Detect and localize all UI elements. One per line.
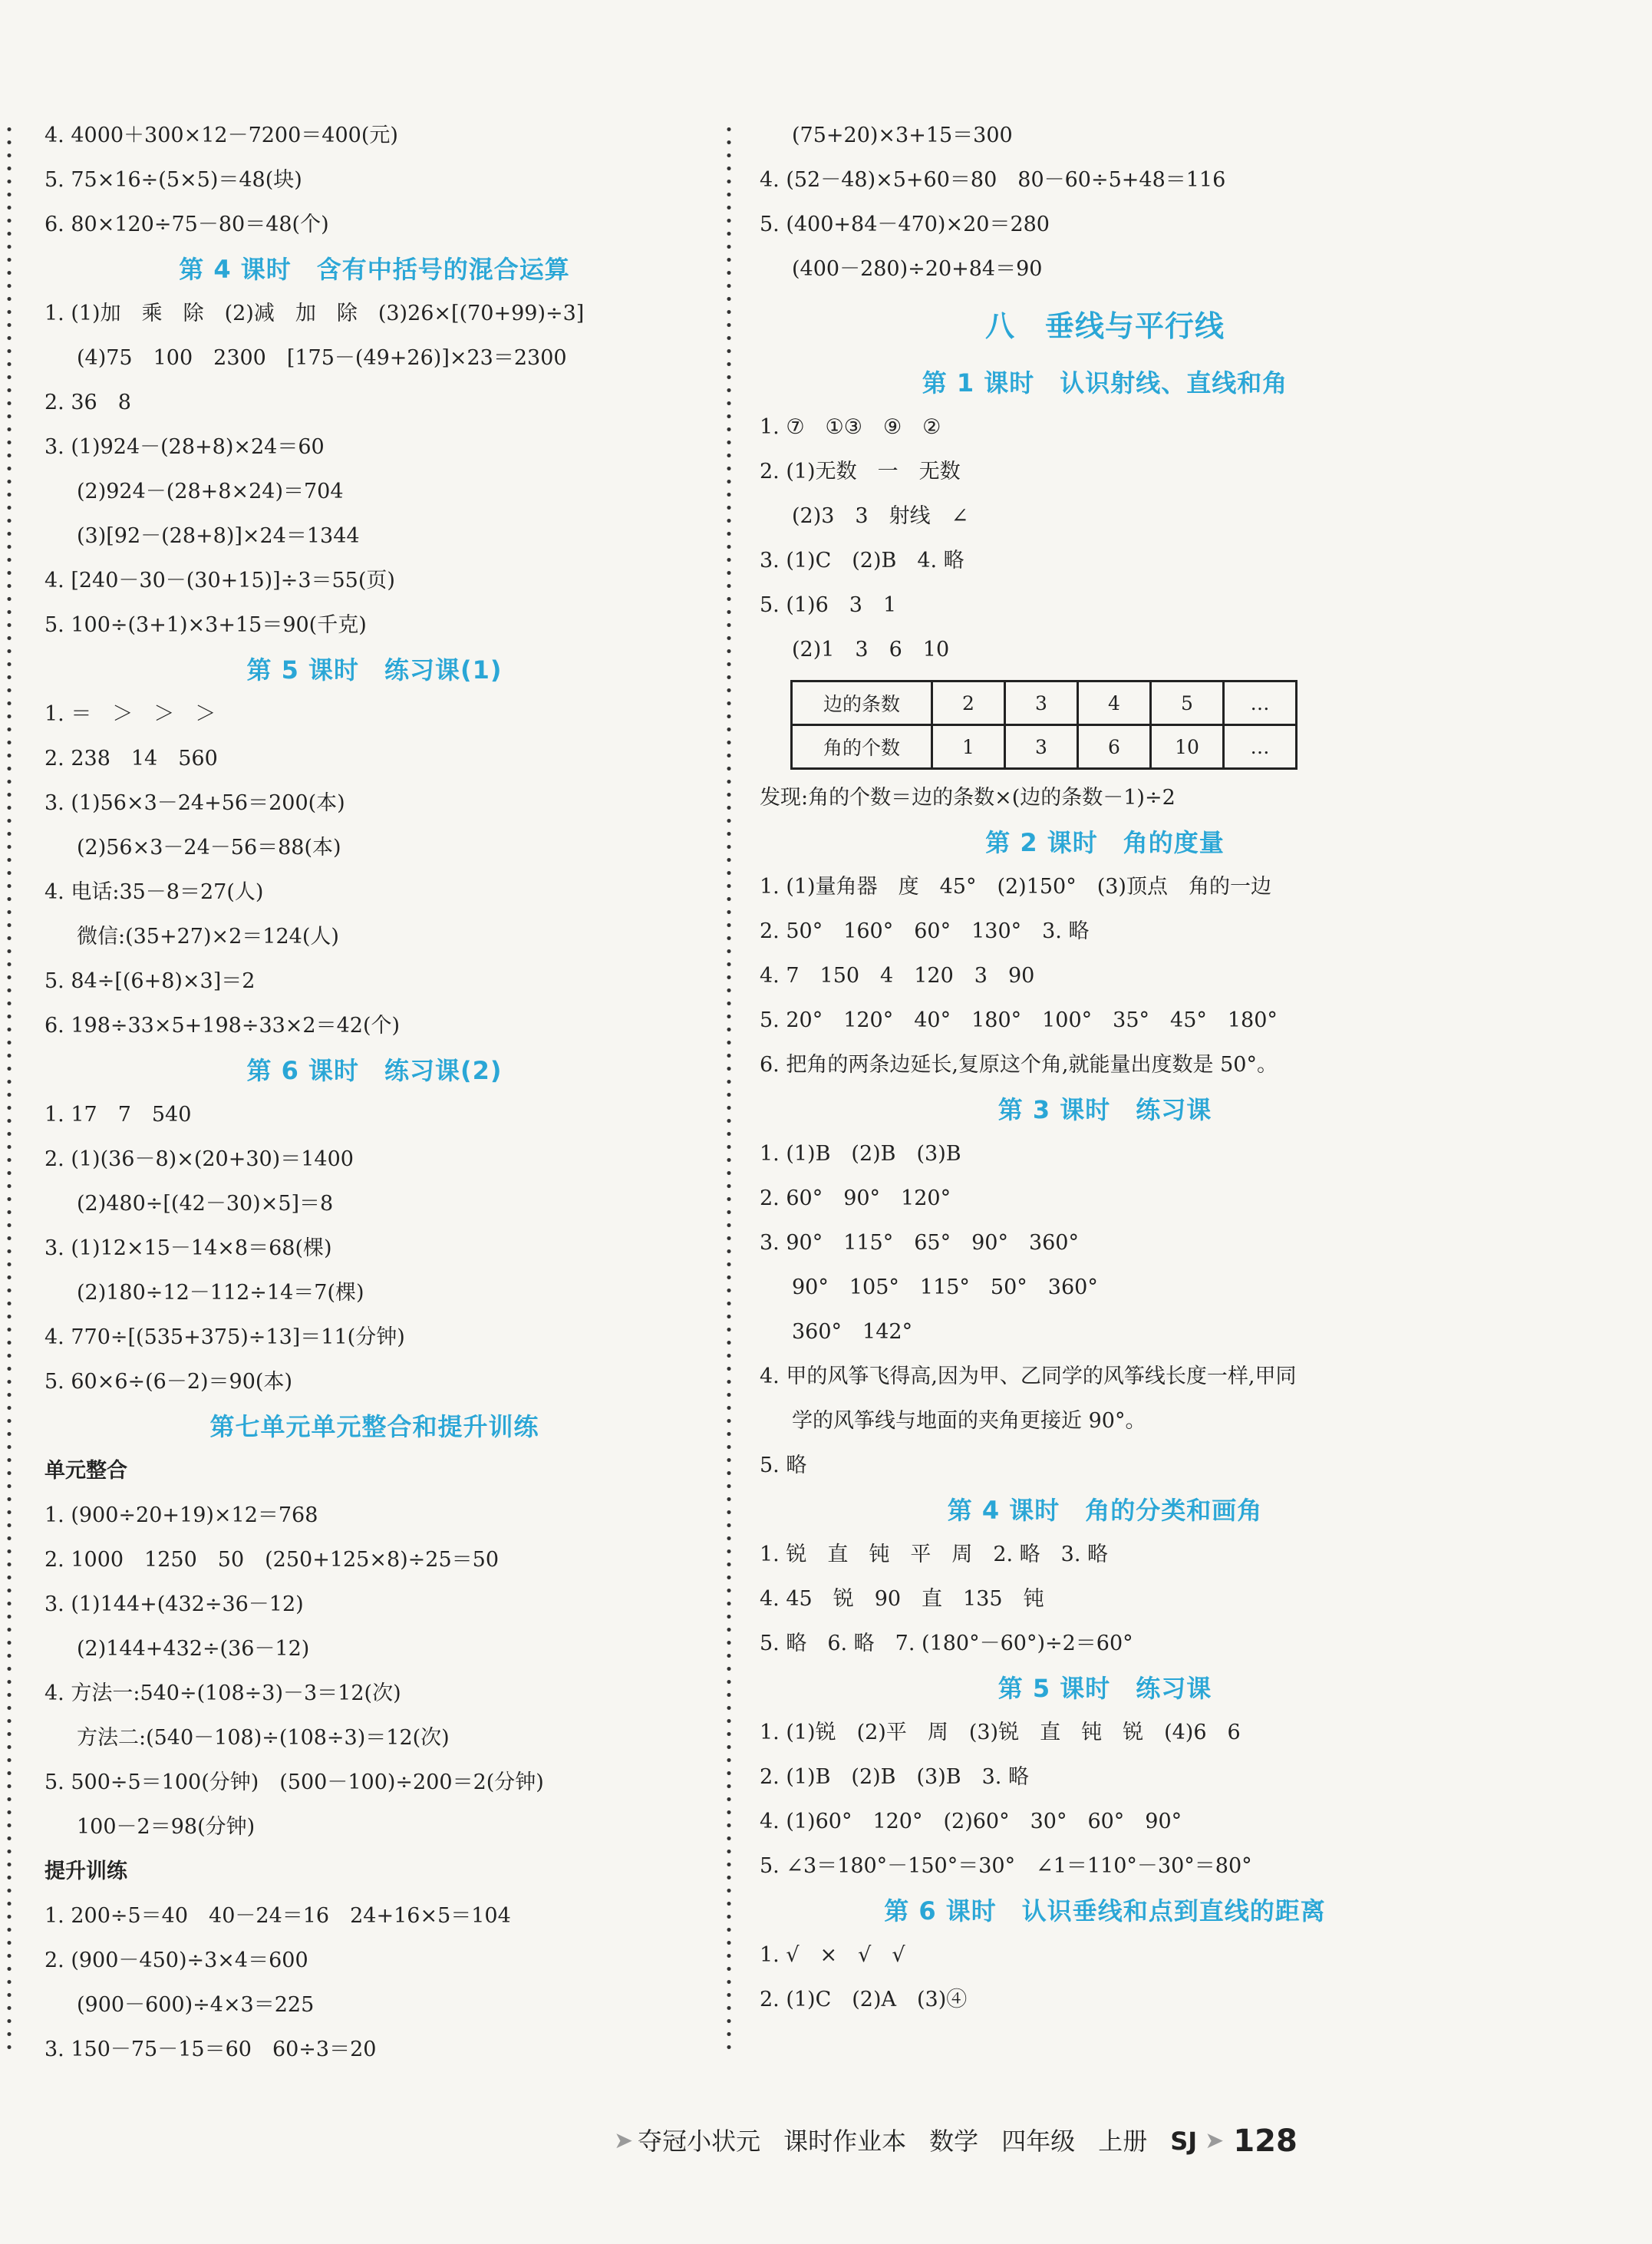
answer-line: 5. ∠3＝180°－150°＝30° ∠1＝110°－30°＝80° xyxy=(760,1854,1252,1878)
left-column xyxy=(45,114,704,2072)
answer-line: 3. 150－75－15＝60 60÷3＝20 xyxy=(45,2038,377,2061)
footer-edition: SJ xyxy=(1170,2127,1198,2156)
arrow-icon: ➤ xyxy=(1205,2127,1225,2154)
answer-line: 4. [240－30－(30+15)]÷3＝55(页) xyxy=(45,569,395,592)
answer-line: 1. 锐 直 钝 平 周 2. 略 3. 略 xyxy=(760,1543,1109,1566)
answer-line: 5. 84÷[(6+8)×3]＝2 xyxy=(45,969,256,993)
unit-heading: 八 垂线与平行线 xyxy=(984,309,1225,343)
center-binding-dots xyxy=(726,123,732,2057)
table-cell: … xyxy=(1224,725,1297,769)
answer-line: 2. 50° 160° 60° 130° 3. 略 xyxy=(760,919,1090,943)
answer-line: 2. (900－450)÷3×4＝600 xyxy=(45,1949,308,1972)
answer-line: 1. √ × √ √ xyxy=(760,1943,905,1967)
answer-line: 3. (1)56×3－24+56＝200(本) xyxy=(45,791,345,815)
lesson-heading: 第 5 课时 练习课(1) xyxy=(246,655,503,685)
answer-line: (3)[92－(28+8)]×24＝1344 xyxy=(77,524,360,548)
answer-line: 6. 198÷33×5+198÷33×2＝42(个) xyxy=(45,1014,401,1038)
answer-line: 方法二:(540－108)÷(108÷3)＝12(次) xyxy=(77,1726,450,1750)
footer-subject: 数学 xyxy=(929,2127,979,2156)
answer-line: (4)75 100 2300 [175－(49+26)]×23＝2300 xyxy=(77,346,567,370)
footer-volume: 上册 xyxy=(1098,2127,1148,2156)
lesson-heading: 第 4 课时 含有中括号的混合运算 xyxy=(179,255,570,284)
answer-line: 3. 90° 115° 65° 90° 360° xyxy=(760,1231,1079,1255)
table-cell: 6 xyxy=(1078,725,1151,769)
lesson-heading: 第 1 课时 认识射线、直线和角 xyxy=(922,368,1288,398)
answer-line: 360° 142° xyxy=(792,1320,913,1344)
answer-line: 5. 100÷(3+1)×3+15＝90(千克) xyxy=(45,613,367,637)
answer-line: 5. 略 xyxy=(760,1454,807,1477)
answer-line: 2. 36 8 xyxy=(45,391,131,414)
section-subheading: 提升训练 xyxy=(45,1860,127,1883)
answer-line: (2)3 3 射线 ∠ xyxy=(792,504,969,528)
answer-line: 2. (1)B (2)B (3)B 3. 略 xyxy=(760,1765,1029,1789)
answer-line: 2. 238 14 560 xyxy=(45,747,218,771)
answer-line: 5. 75×16÷(5×5)＝48(块) xyxy=(45,168,302,192)
lesson-heading: 第 5 课时 练习课 xyxy=(997,1674,1212,1703)
answer-line: 5. 略 6. 略 7. (180°－60°)÷2＝60° xyxy=(760,1632,1133,1655)
answer-line: 5. (400+84－470)×20＝280 xyxy=(760,213,1050,236)
lesson-heading: 第 6 课时 练习课(2) xyxy=(246,1056,503,1085)
answer-line: 4. 45 锐 90 直 135 钝 xyxy=(760,1587,1044,1611)
answer-line: (2)1 3 6 10 xyxy=(792,638,950,662)
answer-line: 5. 500÷5＝100(分钟) (500－100)÷200＝2(分钟) xyxy=(45,1770,544,1794)
answer-line: 100－2＝98(分钟) xyxy=(77,1815,256,1839)
answer-line: (75+20)×3+15＝300 xyxy=(792,124,1013,147)
table-header-cell: 角的个数 xyxy=(792,725,932,769)
table-row xyxy=(792,725,1297,769)
right-column xyxy=(760,114,1450,2022)
answer-line: 1. ＝ ＞ ＞ ＞ xyxy=(45,702,216,726)
lesson-heading: 第 3 课时 练习课 xyxy=(997,1095,1212,1124)
answer-line: 学的风筝线与地面的夹角更接近 90°。 xyxy=(792,1409,1146,1433)
lesson-heading: 第 2 课时 角的度量 xyxy=(985,828,1225,857)
answer-line: (2)924－(28+8×24)＝704 xyxy=(77,480,344,503)
answer-line: 90° 105° 115° 50° 360° xyxy=(792,1275,1098,1299)
arrow-icon: ➤ xyxy=(614,2127,634,2154)
answer-line: 1. 200÷5＝40 40－24＝16 24+16×5＝104 xyxy=(45,1904,511,1928)
answer-line: 3. (1)924－(28+8)×24＝60 xyxy=(45,435,325,459)
answer-line: (900－600)÷4×3＝225 xyxy=(77,1993,315,2017)
table-cell: … xyxy=(1224,681,1297,725)
left-binding-dots xyxy=(6,123,12,2057)
answer-line: 1. (900÷20+19)×12＝768 xyxy=(45,1503,318,1527)
answer-line: 5. (1)6 3 1 xyxy=(760,593,897,617)
answer-line: 1. (1)量角器 度 45° (2)150° (3)顶点 角的一边 xyxy=(760,875,1271,899)
answer-line: 1. 17 7 540 xyxy=(45,1103,192,1127)
answer-line: 1. ⑦ ①③ ⑨ ② xyxy=(760,415,941,439)
answer-line: (2)180÷12－112÷14＝7(棵) xyxy=(77,1281,364,1305)
answer-line: 3. (1)C (2)B 4. 略 xyxy=(760,549,964,573)
answer-line: 4. 4000＋300×12－7200＝400(元) xyxy=(45,124,398,147)
table-cell: 4 xyxy=(1078,681,1151,725)
answer-line: (2)56×3－24－56＝88(本) xyxy=(77,836,341,860)
table-cell: 3 xyxy=(1005,681,1078,725)
answer-line: 2. 1000 1250 50 (250+125×8)÷25＝50 xyxy=(45,1548,500,1572)
answer-line: 4. 770÷[(535+375)÷13]＝11(分钟) xyxy=(45,1325,405,1349)
answer-line: 2. (1)(36－8)×(20+30)＝1400 xyxy=(45,1147,354,1171)
table-cell: 5 xyxy=(1151,681,1224,725)
answer-line: 2. (1)C (2)A (3)④ xyxy=(760,1988,968,2011)
answer-line: (2)144+432÷(36－12) xyxy=(77,1637,310,1661)
sides-angles-table xyxy=(790,680,1298,770)
answer-line: 4. 甲的风筝飞得高,因为甲、乙同学的风筝线长度一样,甲同 xyxy=(760,1365,1297,1388)
answer-line: (2)480÷[(42－30)×5]＝8 xyxy=(77,1192,334,1216)
answer-line: 1. (1)锐 (2)平 周 (3)锐 直 钝 锐 (4)6 6 xyxy=(760,1721,1241,1744)
table-row xyxy=(792,681,1297,725)
answer-line: 2. 60° 90° 120° xyxy=(760,1186,951,1210)
section-subheading: 单元整合 xyxy=(45,1459,127,1483)
table-cell: 10 xyxy=(1151,725,1224,769)
answer-line: 6. 80×120÷75－80＝48(个) xyxy=(45,213,329,236)
answer-line: 4. 方法一:540÷(108÷3)－3＝12(次) xyxy=(45,1681,401,1705)
answer-line: 3. (1)144+(432÷36－12) xyxy=(45,1592,304,1616)
table-header-cell: 边的条数 xyxy=(792,681,932,725)
lesson-heading: 第 6 课时 认识垂线和点到直线的距离 xyxy=(884,1896,1326,1926)
table-cell: 3 xyxy=(1005,725,1078,769)
answer-line: 3. (1)12×15－14×8＝68(棵) xyxy=(45,1236,332,1260)
answer-line: 微信:(35+27)×2＝124(人) xyxy=(77,925,339,949)
answer-line: 4. 电话:35－8＝27(人) xyxy=(45,880,264,904)
lesson-heading: 第 4 课时 角的分类和画角 xyxy=(947,1496,1263,1525)
answer-line: 4. (1)60° 120° (2)60° 30° 60° 90° xyxy=(760,1810,1182,1833)
answer-line: (400－280)÷20+84＝90 xyxy=(792,257,1043,281)
page-number: 128 xyxy=(1233,2124,1298,2159)
answer-line: 1. (1)加 乘 除 (2)减 加 除 (3)26×[(70+99)÷3] xyxy=(45,302,585,325)
footer-book: 课时作业本 xyxy=(783,2127,907,2156)
answer-line: 5. 20° 120° 40° 180° 100° 35° 45° 180° xyxy=(760,1008,1278,1032)
unit-review-heading: 第七单元单元整合和提升训练 xyxy=(209,1412,539,1441)
page-footer xyxy=(614,2118,1298,2164)
answer-line: 4. (52－48)×5+60＝80 80－60÷5+48＝116 xyxy=(760,168,1226,192)
table-cell: 1 xyxy=(932,725,1005,769)
footer-grade: 四年级 xyxy=(1001,2127,1076,2156)
answer-line: 2. (1)无数 一 无数 xyxy=(760,460,961,483)
footer-brand: 夺冠小状元 xyxy=(638,2127,761,2156)
answer-line: 4. 7 150 4 120 3 90 xyxy=(760,964,1035,988)
answer-line: 1. (1)B (2)B (3)B xyxy=(760,1142,961,1166)
answer-line: 5. 60×6÷(6－2)＝90(本) xyxy=(45,1370,292,1394)
answer-line: 6. 把角的两条边延长,复原这个角,就能量出度数是 50°。 xyxy=(760,1053,1278,1077)
finding-line: 发现:角的个数＝边的条数×(边的条数－1)÷2 xyxy=(760,786,1176,810)
table-cell: 2 xyxy=(932,681,1005,725)
